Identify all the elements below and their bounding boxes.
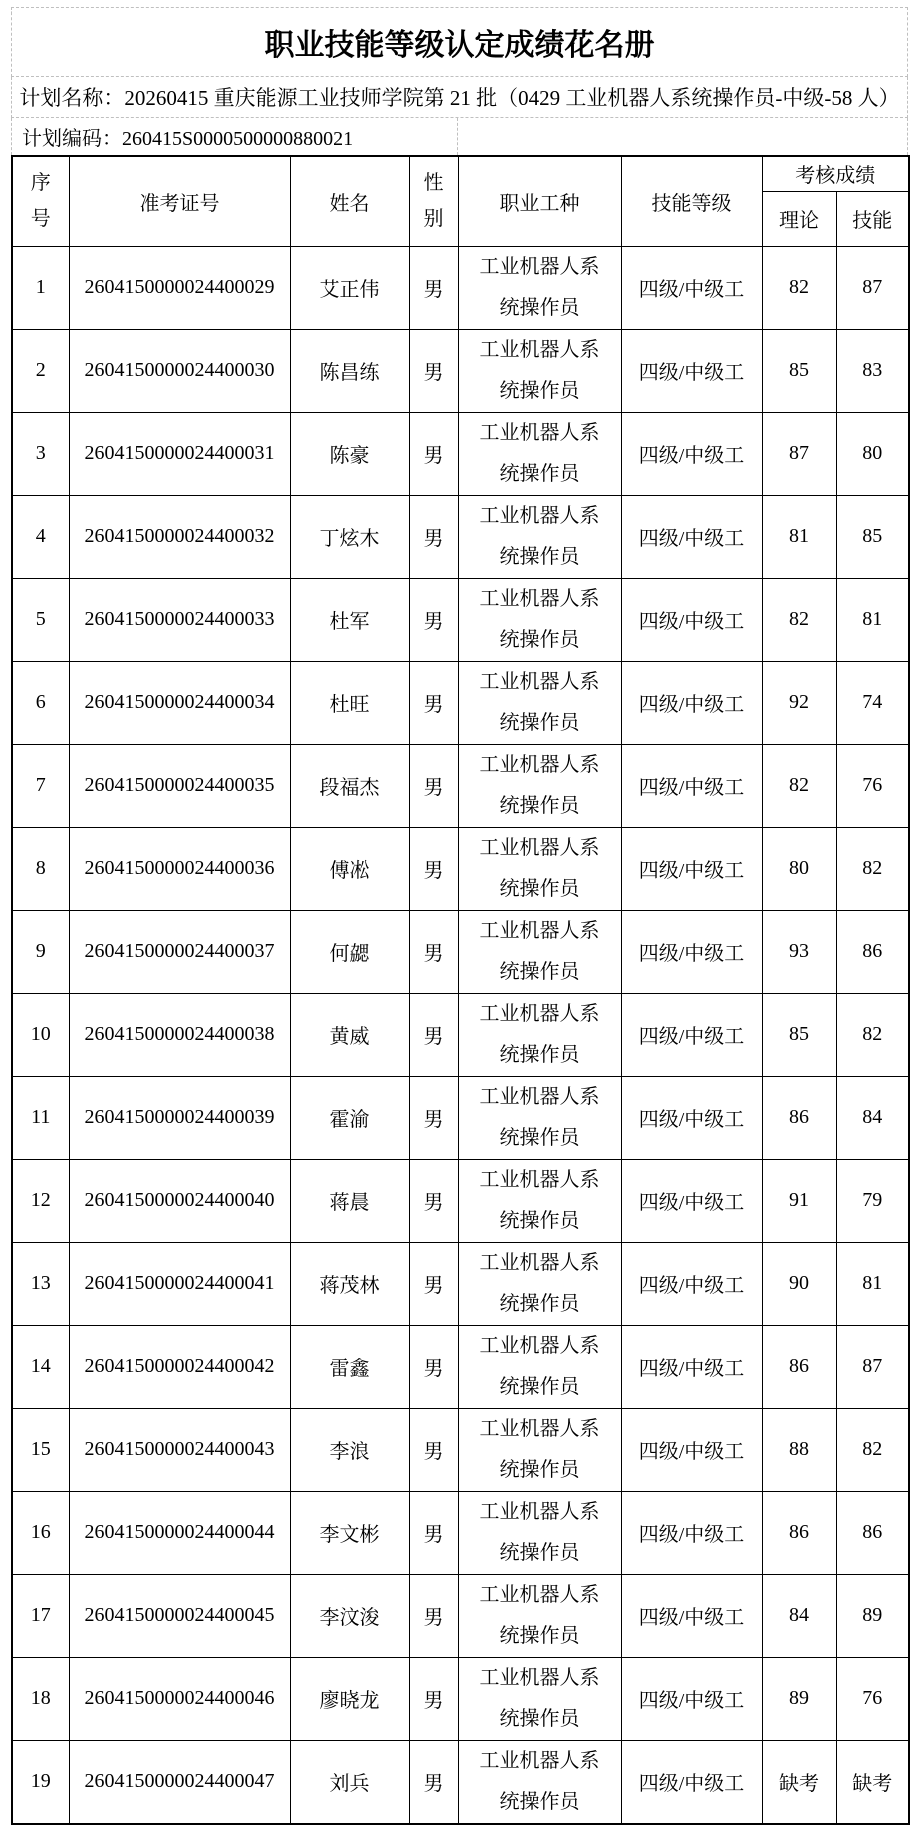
page-title: 职业技能等级认定成绩花名册: [11, 7, 908, 77]
cell-name: 黄威: [290, 993, 409, 1076]
cell-occupation: [458, 1740, 621, 1824]
cell-level: 四级/中级工: [621, 329, 762, 412]
header-skill: 技能: [836, 191, 909, 246]
cell-gender: 男: [409, 1159, 458, 1242]
cell-ticket: 2604150000024400037: [69, 910, 290, 993]
header-occupation: 职业工种: [458, 156, 621, 246]
cell-theory: 80: [762, 827, 836, 910]
cell-name: 蒋茂林: [290, 1242, 409, 1325]
score-table-header: [12, 156, 909, 246]
cell-occupation-text: 工业机器人系统操作员: [479, 1583, 600, 1647]
cell-occupation: [458, 578, 621, 661]
cell-level: 四级/中级工: [621, 827, 762, 910]
cell-index: 16: [12, 1491, 69, 1574]
table-row: [12, 246, 909, 329]
cell-skill: 79: [836, 1159, 909, 1242]
cell-gender: 男: [409, 1325, 458, 1408]
cell-level: 四级/中级工: [621, 1408, 762, 1491]
score-table-body: [12, 246, 909, 1824]
cell-ticket: 2604150000024400040: [69, 1159, 290, 1242]
cell-level: 四级/中级工: [621, 1740, 762, 1824]
table-row: [12, 1740, 909, 1824]
cell-name: 李汶浚: [290, 1574, 409, 1657]
cell-occupation: [458, 1076, 621, 1159]
cell-ticket: 2604150000024400045: [69, 1574, 290, 1657]
cell-gender: 男: [409, 1657, 458, 1740]
cell-skill: 缺考: [836, 1740, 909, 1824]
table-row: [12, 578, 909, 661]
header-gender: [409, 156, 458, 246]
cell-gender: 男: [409, 246, 458, 329]
cell-theory: 92: [762, 661, 836, 744]
cell-index: 2: [12, 329, 69, 412]
cell-name: 李浪: [290, 1408, 409, 1491]
table-row: [12, 744, 909, 827]
cell-occupation: [458, 1242, 621, 1325]
table-row: [12, 827, 909, 910]
cell-occupation: [458, 910, 621, 993]
cell-index: 10: [12, 993, 69, 1076]
cell-index: 8: [12, 827, 69, 910]
score-table: [11, 155, 910, 1825]
cell-theory: 87: [762, 412, 836, 495]
cell-theory: 90: [762, 1242, 836, 1325]
cell-skill: 74: [836, 661, 909, 744]
cell-gender: 男: [409, 993, 458, 1076]
cell-gender: 男: [409, 495, 458, 578]
header-index: [12, 156, 69, 246]
table-row: [12, 1159, 909, 1242]
cell-gender: 男: [409, 827, 458, 910]
cell-theory: 89: [762, 1657, 836, 1740]
cell-theory: 82: [762, 246, 836, 329]
header-index-label: 序号: [30, 172, 51, 231]
cell-skill: 85: [836, 495, 909, 578]
table-row: [12, 1325, 909, 1408]
cell-ticket: 2604150000024400044: [69, 1491, 290, 1574]
cell-gender: 男: [409, 1408, 458, 1491]
cell-ticket: 2604150000024400041: [69, 1242, 290, 1325]
cell-theory: 85: [762, 329, 836, 412]
cell-level: 四级/中级工: [621, 1491, 762, 1574]
table-row: [12, 1076, 909, 1159]
cell-index: 11: [12, 1076, 69, 1159]
cell-name: 廖晓龙: [290, 1657, 409, 1740]
cell-occupation: [458, 661, 621, 744]
cell-skill: 87: [836, 246, 909, 329]
cell-level: 四级/中级工: [621, 578, 762, 661]
table-row: [12, 1574, 909, 1657]
cell-name: 段福杰: [290, 744, 409, 827]
cell-index: 6: [12, 661, 69, 744]
cell-ticket: 2604150000024400047: [69, 1740, 290, 1824]
cell-skill: 80: [836, 412, 909, 495]
cell-name: 傅凇: [290, 827, 409, 910]
cell-theory: 82: [762, 578, 836, 661]
cell-occupation-text: 工业机器人系统操作员: [479, 421, 600, 485]
header-gender-label: 性别: [423, 172, 444, 231]
cell-name: 陈豪: [290, 412, 409, 495]
cell-index: 7: [12, 744, 69, 827]
cell-ticket: 2604150000024400032: [69, 495, 290, 578]
cell-occupation: [458, 827, 621, 910]
cell-level: 四级/中级工: [621, 412, 762, 495]
cell-skill: 83: [836, 329, 909, 412]
cell-index: 4: [12, 495, 69, 578]
cell-skill: 89: [836, 1574, 909, 1657]
cell-name: 刘兵: [290, 1740, 409, 1824]
cell-index: 12: [12, 1159, 69, 1242]
cell-gender: 男: [409, 1076, 458, 1159]
cell-skill: 86: [836, 910, 909, 993]
table-row: [12, 1242, 909, 1325]
cell-occupation-text: 工业机器人系统操作员: [479, 1417, 600, 1481]
gridline-stub: [11, 7, 12, 14]
cell-index: 5: [12, 578, 69, 661]
cell-level: 四级/中级工: [621, 744, 762, 827]
cell-theory: 86: [762, 1491, 836, 1574]
cell-skill: 86: [836, 1491, 909, 1574]
cell-index: 9: [12, 910, 69, 993]
cell-index: 3: [12, 412, 69, 495]
table-row: [12, 412, 909, 495]
cell-skill: 81: [836, 1242, 909, 1325]
table-row: [12, 910, 909, 993]
cell-occupation: [458, 1325, 621, 1408]
table-row: [12, 993, 909, 1076]
cell-ticket: 2604150000024400030: [69, 329, 290, 412]
cell-occupation-text: 工业机器人系统操作员: [479, 1168, 600, 1232]
cell-gender: 男: [409, 661, 458, 744]
spreadsheet-page: [0, 7, 921, 1813]
cell-ticket: 2604150000024400033: [69, 578, 290, 661]
cell-level: 四级/中级工: [621, 1574, 762, 1657]
cell-gender: 男: [409, 744, 458, 827]
cell-level: 四级/中级工: [621, 495, 762, 578]
cell-occupation: [458, 1159, 621, 1242]
cell-occupation-text: 工业机器人系统操作员: [479, 1251, 600, 1315]
cell-skill: 84: [836, 1076, 909, 1159]
table-row: [12, 661, 909, 744]
plan-code: 计划编码：260415S0000500000880021: [12, 118, 458, 155]
cell-ticket: 2604150000024400029: [69, 246, 290, 329]
cell-theory: 88: [762, 1408, 836, 1491]
header-ticket: 准考证号: [69, 156, 290, 246]
cell-level: 四级/中级工: [621, 1159, 762, 1242]
cell-occupation-text: 工业机器人系统操作员: [479, 338, 600, 402]
cell-occupation: [458, 1408, 621, 1491]
cell-skill: 82: [836, 1408, 909, 1491]
header-theory: 理论: [762, 191, 836, 246]
cell-gender: 男: [409, 329, 458, 412]
cell-index: 14: [12, 1325, 69, 1408]
cell-index: 15: [12, 1408, 69, 1491]
cell-occupation-text: 工业机器人系统操作员: [479, 1002, 600, 1066]
header-name: 姓名: [290, 156, 409, 246]
plan-name: 计划名称：20260415 重庆能源工业技师学院第 21 批（0429 工业机器人系统操作员-中级-58 人）: [11, 77, 908, 118]
cell-skill: 87: [836, 1325, 909, 1408]
cell-theory: 86: [762, 1076, 836, 1159]
plan-code-row: [11, 118, 908, 155]
cell-gender: 男: [409, 1740, 458, 1824]
cell-occupation-text: 工业机器人系统操作员: [479, 1666, 600, 1730]
cell-level: 四级/中级工: [621, 246, 762, 329]
cell-ticket: 2604150000024400031: [69, 412, 290, 495]
plan-code-empty-cell: [458, 118, 907, 155]
cell-gender: 男: [409, 910, 458, 993]
cell-name: 霍渝: [290, 1076, 409, 1159]
cell-level: 四级/中级工: [621, 1242, 762, 1325]
cell-occupation: [458, 993, 621, 1076]
cell-index: 19: [12, 1740, 69, 1824]
cell-occupation: [458, 412, 621, 495]
cell-level: 四级/中级工: [621, 1325, 762, 1408]
cell-ticket: 2604150000024400042: [69, 1325, 290, 1408]
cell-skill: 82: [836, 827, 909, 910]
header-score-group: 考核成绩: [762, 156, 909, 191]
cell-theory: 缺考: [762, 1740, 836, 1824]
cell-name: 杜旺: [290, 661, 409, 744]
cell-occupation: [458, 1657, 621, 1740]
cell-gender: 男: [409, 578, 458, 661]
cell-ticket: 2604150000024400034: [69, 661, 290, 744]
header-level: 技能等级: [621, 156, 762, 246]
cell-theory: 81: [762, 495, 836, 578]
cell-occupation-text: 工业机器人系统操作员: [479, 255, 600, 319]
cell-index: 13: [12, 1242, 69, 1325]
cell-ticket: 2604150000024400039: [69, 1076, 290, 1159]
cell-index: 1: [12, 246, 69, 329]
table-row: [12, 1491, 909, 1574]
cell-level: 四级/中级工: [621, 993, 762, 1076]
cell-theory: 93: [762, 910, 836, 993]
cell-occupation-text: 工业机器人系统操作员: [479, 587, 600, 651]
cell-ticket: 2604150000024400038: [69, 993, 290, 1076]
cell-skill: 81: [836, 578, 909, 661]
cell-occupation-text: 工业机器人系统操作员: [479, 1749, 600, 1813]
cell-occupation-text: 工业机器人系统操作员: [479, 670, 600, 734]
cell-level: 四级/中级工: [621, 1657, 762, 1740]
cell-name: 陈昌练: [290, 329, 409, 412]
cell-gender: 男: [409, 1574, 458, 1657]
cell-occupation: [458, 495, 621, 578]
cell-skill: 76: [836, 744, 909, 827]
cell-level: 四级/中级工: [621, 910, 762, 993]
cell-name: 蒋晨: [290, 1159, 409, 1242]
cell-occupation-text: 工业机器人系统操作员: [479, 836, 600, 900]
table-row: [12, 1408, 909, 1491]
cell-gender: 男: [409, 1491, 458, 1574]
cell-name: 艾正伟: [290, 246, 409, 329]
cell-occupation: [458, 744, 621, 827]
cell-name: 丁炫木: [290, 495, 409, 578]
cell-theory: 82: [762, 744, 836, 827]
cell-theory: 91: [762, 1159, 836, 1242]
cell-skill: 76: [836, 1657, 909, 1740]
cell-ticket: 2604150000024400043: [69, 1408, 290, 1491]
cell-theory: 84: [762, 1574, 836, 1657]
cell-gender: 男: [409, 412, 458, 495]
cell-name: 杜军: [290, 578, 409, 661]
cell-ticket: 2604150000024400035: [69, 744, 290, 827]
cell-ticket: 2604150000024400036: [69, 827, 290, 910]
cell-theory: 85: [762, 993, 836, 1076]
cell-name: 何勰: [290, 910, 409, 993]
cell-occupation-text: 工业机器人系统操作员: [479, 919, 600, 983]
cell-skill: 82: [836, 993, 909, 1076]
cell-index: 18: [12, 1657, 69, 1740]
cell-gender: 男: [409, 1242, 458, 1325]
cell-occupation: [458, 246, 621, 329]
table-row: [12, 495, 909, 578]
cell-level: 四级/中级工: [621, 661, 762, 744]
cell-occupation: [458, 329, 621, 412]
cell-index: 17: [12, 1574, 69, 1657]
cell-name: 雷鑫: [290, 1325, 409, 1408]
cell-occupation: [458, 1574, 621, 1657]
cell-occupation: [458, 1491, 621, 1574]
cell-theory: 86: [762, 1325, 836, 1408]
cell-ticket: 2604150000024400046: [69, 1657, 290, 1740]
cell-occupation-text: 工业机器人系统操作员: [479, 1500, 600, 1564]
table-row: [12, 1657, 909, 1740]
cell-name: 李文彬: [290, 1491, 409, 1574]
cell-occupation-text: 工业机器人系统操作员: [479, 1334, 600, 1398]
cell-level: 四级/中级工: [621, 1076, 762, 1159]
cell-occupation-text: 工业机器人系统操作员: [479, 1085, 600, 1149]
cell-occupation-text: 工业机器人系统操作员: [479, 753, 600, 817]
table-row: [12, 329, 909, 412]
cell-occupation-text: 工业机器人系统操作员: [479, 504, 600, 568]
